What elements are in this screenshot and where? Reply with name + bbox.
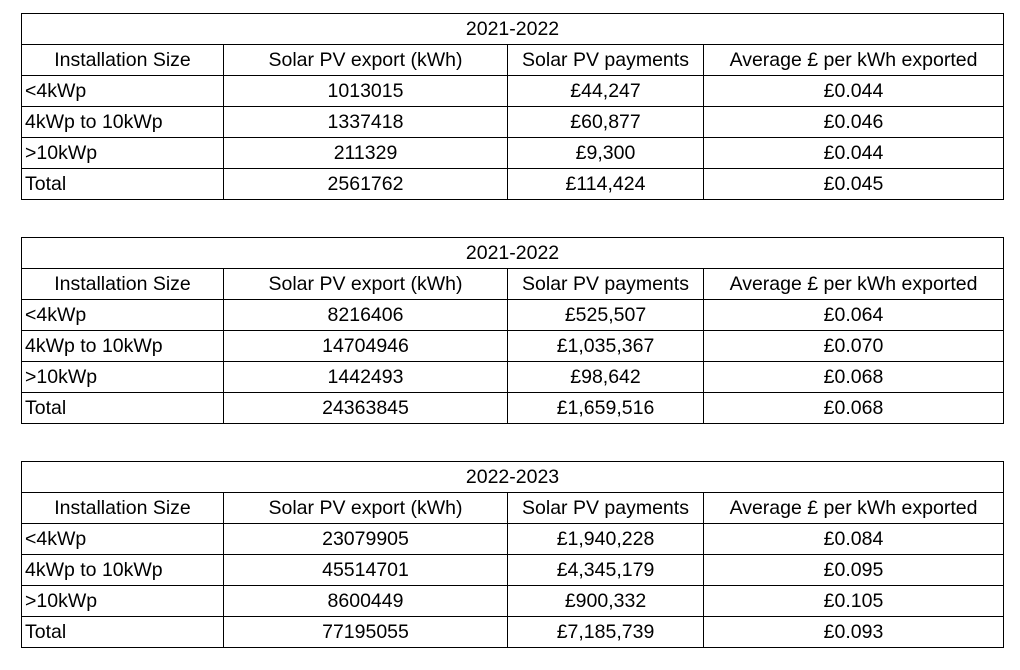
cell-average-per-kwh: £0.070 bbox=[704, 331, 1004, 362]
cell-export-kwh: 45514701 bbox=[224, 555, 508, 586]
header-payments: Solar PV payments bbox=[508, 493, 704, 524]
cell-average-per-kwh: £0.105 bbox=[704, 586, 1004, 617]
table-row bbox=[22, 524, 1004, 555]
cell-average-per-kwh: £0.044 bbox=[704, 76, 1004, 107]
cell-installation-size: <4kWp bbox=[22, 524, 224, 555]
cell-payments: £9,300 bbox=[508, 138, 704, 169]
table-title-row bbox=[22, 14, 1004, 45]
header-average-per-kwh: Average £ per kWh exported bbox=[704, 45, 1004, 76]
cell-export-kwh: 14704946 bbox=[224, 331, 508, 362]
cell-average-per-kwh: £0.045 bbox=[704, 169, 1004, 200]
cell-export-kwh: 8600449 bbox=[224, 586, 508, 617]
table-header-row bbox=[22, 493, 1004, 524]
cell-export-kwh: 8216406 bbox=[224, 300, 508, 331]
cell-average-per-kwh: £0.084 bbox=[704, 524, 1004, 555]
table-row bbox=[22, 555, 1004, 586]
table-title: 2021-2022 bbox=[22, 238, 1004, 269]
header-export-kwh: Solar PV export (kWh) bbox=[224, 269, 508, 300]
cell-average-per-kwh: £0.044 bbox=[704, 138, 1004, 169]
header-payments: Solar PV payments bbox=[508, 45, 704, 76]
table-title: 2021-2022 bbox=[22, 14, 1004, 45]
header-export-kwh: Solar PV export (kWh) bbox=[224, 493, 508, 524]
header-average-per-kwh: Average £ per kWh exported bbox=[704, 269, 1004, 300]
header-payments: Solar PV payments bbox=[508, 269, 704, 300]
table-title-row bbox=[22, 462, 1004, 493]
cell-installation-size: Total bbox=[22, 169, 224, 200]
cell-export-kwh: 1337418 bbox=[224, 107, 508, 138]
table-total-row bbox=[22, 617, 1004, 648]
cell-installation-size: 4kWp to 10kWp bbox=[22, 331, 224, 362]
table-total-row bbox=[22, 393, 1004, 424]
cell-payments: £60,877 bbox=[508, 107, 704, 138]
cell-payments: £1,940,228 bbox=[508, 524, 704, 555]
table-total-row bbox=[22, 169, 1004, 200]
cell-export-kwh: 77195055 bbox=[224, 617, 508, 648]
cell-payments: £98,642 bbox=[508, 362, 704, 393]
cell-average-per-kwh: £0.068 bbox=[704, 393, 1004, 424]
cell-installation-size: Total bbox=[22, 393, 224, 424]
cell-average-per-kwh: £0.064 bbox=[704, 300, 1004, 331]
cell-export-kwh: 211329 bbox=[224, 138, 508, 169]
cell-payments: £525,507 bbox=[508, 300, 704, 331]
table-row bbox=[22, 586, 1004, 617]
table-title: 2022-2023 bbox=[22, 462, 1004, 493]
header-export-kwh: Solar PV export (kWh) bbox=[224, 45, 508, 76]
cell-payments: £4,345,179 bbox=[508, 555, 704, 586]
cell-average-per-kwh: £0.068 bbox=[704, 362, 1004, 393]
cell-payments: £114,424 bbox=[508, 169, 704, 200]
cell-export-kwh: 24363845 bbox=[224, 393, 508, 424]
table-row bbox=[22, 107, 1004, 138]
cell-payments: £44,247 bbox=[508, 76, 704, 107]
table-header-row bbox=[22, 269, 1004, 300]
cell-installation-size: 4kWp to 10kWp bbox=[22, 107, 224, 138]
cell-export-kwh: 23079905 bbox=[224, 524, 508, 555]
header-installation-size: Installation Size bbox=[22, 45, 224, 76]
cell-installation-size: >10kWp bbox=[22, 138, 224, 169]
table-row bbox=[22, 76, 1004, 107]
header-average-per-kwh: Average £ per kWh exported bbox=[704, 493, 1004, 524]
export-table-3 bbox=[21, 461, 1004, 648]
cell-average-per-kwh: £0.046 bbox=[704, 107, 1004, 138]
header-installation-size: Installation Size bbox=[22, 493, 224, 524]
cell-installation-size: <4kWp bbox=[22, 76, 224, 107]
table-row bbox=[22, 362, 1004, 393]
table-row bbox=[22, 331, 1004, 362]
cell-installation-size: <4kWp bbox=[22, 300, 224, 331]
cell-installation-size: Total bbox=[22, 617, 224, 648]
cell-average-per-kwh: £0.095 bbox=[704, 555, 1004, 586]
cell-installation-size: 4kWp to 10kWp bbox=[22, 555, 224, 586]
table-row bbox=[22, 138, 1004, 169]
cell-export-kwh: 2561762 bbox=[224, 169, 508, 200]
table-title-row bbox=[22, 238, 1004, 269]
cell-payments: £1,035,367 bbox=[508, 331, 704, 362]
cell-payments: £1,659,516 bbox=[508, 393, 704, 424]
cell-payments: £900,332 bbox=[508, 586, 704, 617]
cell-export-kwh: 1013015 bbox=[224, 76, 508, 107]
cell-export-kwh: 1442493 bbox=[224, 362, 508, 393]
header-installation-size: Installation Size bbox=[22, 269, 224, 300]
cell-payments: £7,185,739 bbox=[508, 617, 704, 648]
cell-installation-size: >10kWp bbox=[22, 586, 224, 617]
cell-average-per-kwh: £0.093 bbox=[704, 617, 1004, 648]
table-row bbox=[22, 300, 1004, 331]
export-table-1 bbox=[21, 13, 1004, 200]
table-header-row bbox=[22, 45, 1004, 76]
export-table-2 bbox=[21, 237, 1004, 424]
cell-installation-size: >10kWp bbox=[22, 362, 224, 393]
